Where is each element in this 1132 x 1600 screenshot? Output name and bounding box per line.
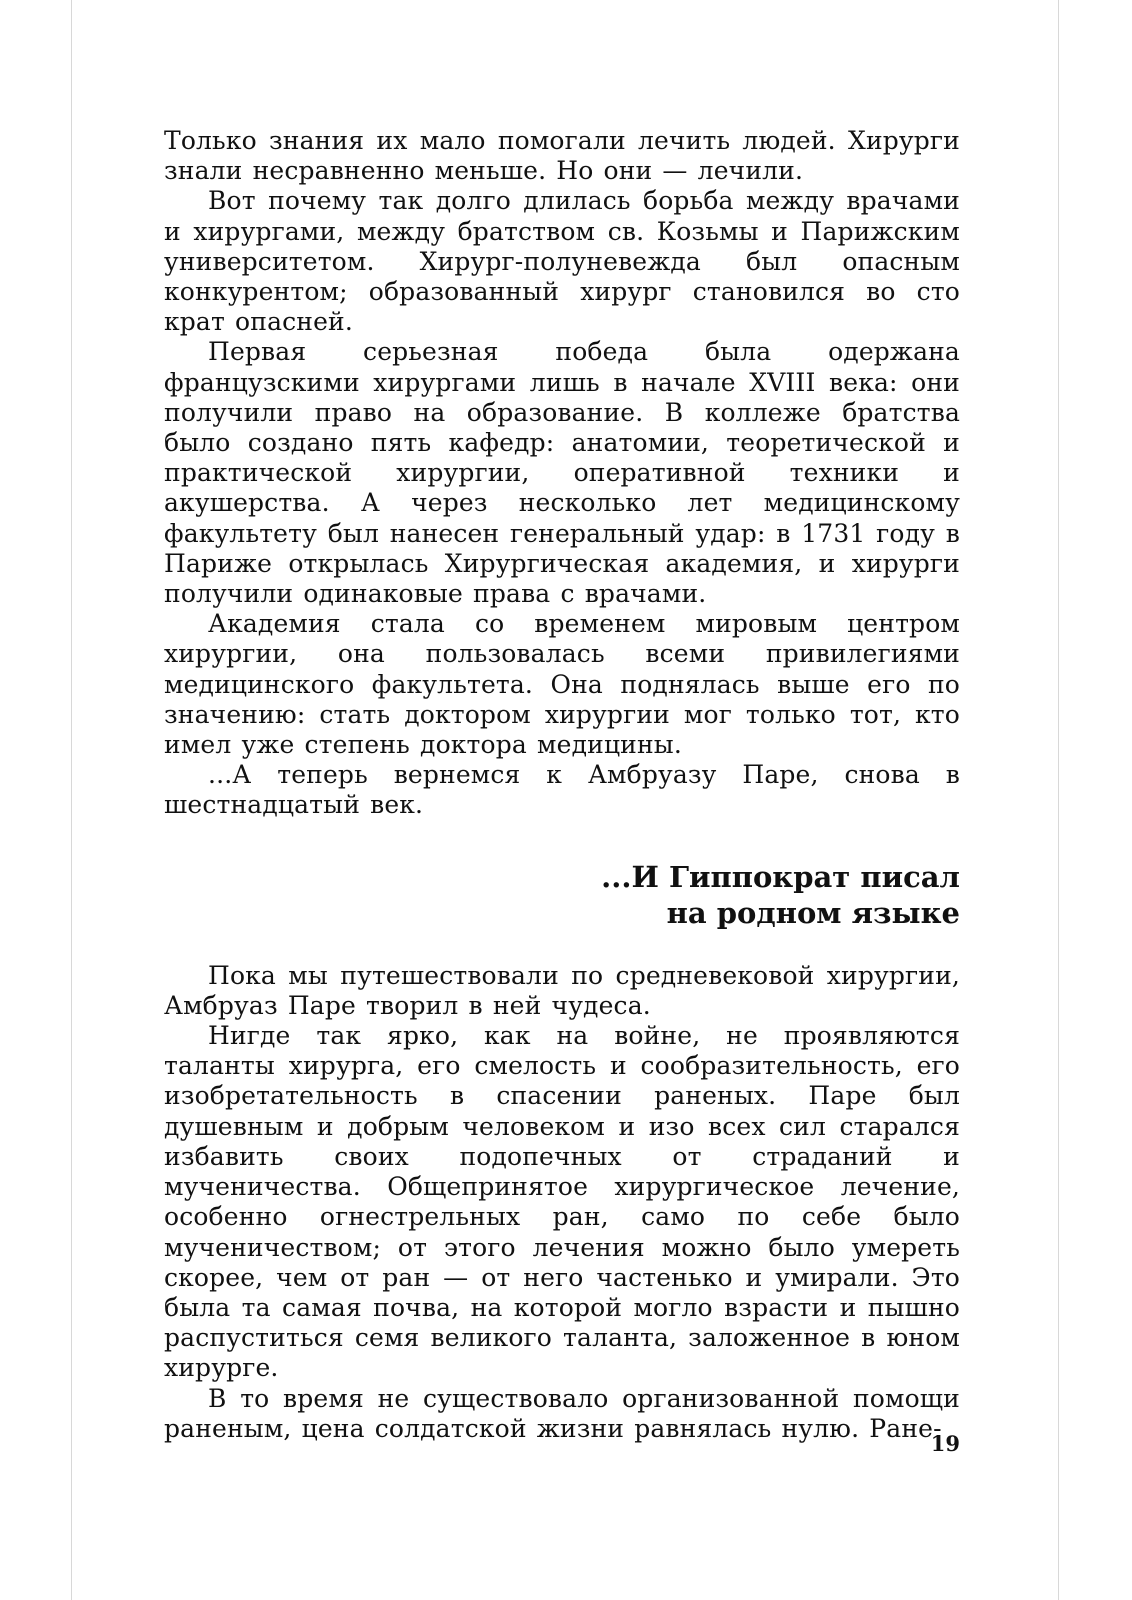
paragraph: Вот почему так долго длилась борьба между врачами и хирургами, между братством св. Козьмы и Парижским университетом. Хирург-полуневежда был опасным конкурентом; образованный хирург становился во сто крат опасней. [164, 186, 960, 337]
page-edge-left [71, 0, 72, 1600]
paragraph: Первая серьезная победа была одержана французскими хирургами лишь в начале XVIII века: они получили право на образование. В коллеже братства было создано пять кафедр: анатомии, теоретической и практической хирургии, оперативной техники и акушерства. А через несколько лет медицинскому факультету был нанесен генеральный удар: в 1731 году в Париже открылась Хирургическая академия, и хирурги получили одинаковые права с врачами. [164, 337, 960, 609]
chapter-heading-line: ...И Гиппократ писал [601, 859, 960, 894]
paragraph: ...А теперь вернемся к Амбруазу Паре, снова в шестнадцатый век. [164, 760, 960, 820]
paragraph: В то время не существовало организованной помощи раненым, цена солдатской жизни равнялась нулю. Ране- [164, 1383, 960, 1443]
text-column [164, 126, 960, 1444]
page-edge-right [1058, 0, 1059, 1600]
paragraph: Академия стала со временем мировым центром хирургии, она пользовалась всеми привилегиями медицинского факультета. Она поднялась выше его по значению: стать доктором хирургии мог только тот, кто имел уже степень доктора медицины. [164, 609, 960, 760]
chapter-heading-line: на родном языке [666, 895, 960, 930]
chapter-heading [164, 859, 960, 931]
paragraph: Пока мы путешествовали по средневековой хирургии, Амбруаз Паре творил в ней чудеса. [164, 960, 960, 1020]
paragraph: Нигде так ярко, как на войне, не проявляются таланты хирурга, его смелость и сообразительность, его изобретательность в спасении раненых. Паре был душевным и добрым человеком и изо всех сил старался избавить своих подопечных от страданий и мученичества. Общепринятое хирургическое лечение, особенно огнестрельных ран, само по себе было мученичеством; от этого лечения можно было умереть скорее, чем от ран — от него частенько и умирали. Это была та самая почва, на которой могло взрасти и пышно распуститься семя великого таланта, заложенное в юном хирурге. [164, 1021, 960, 1383]
paragraph: Только знания их мало помогали лечить людей. Хирурги знали несравненно меньше. Но они — лечили. [164, 126, 960, 186]
page-number: 19 [930, 1431, 960, 1456]
